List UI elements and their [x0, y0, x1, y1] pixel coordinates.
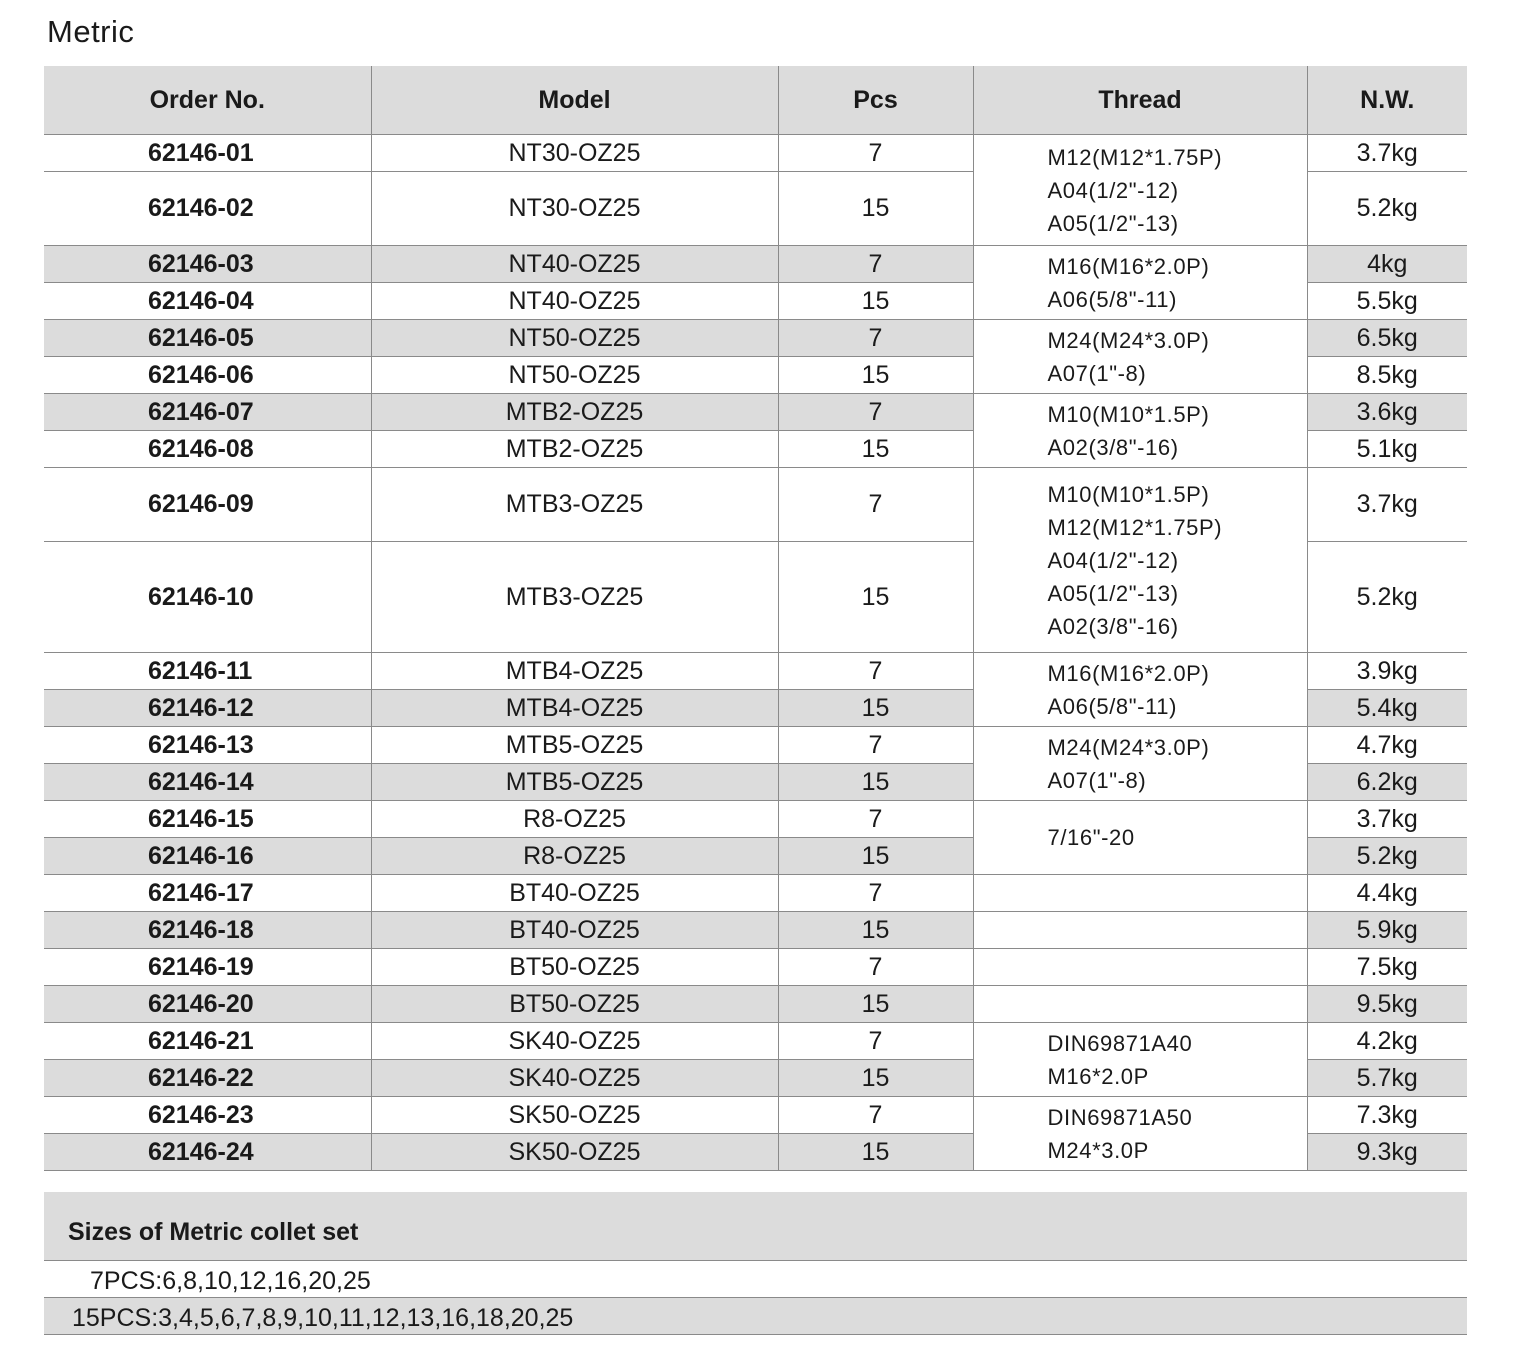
model-cell: MTB2-OZ25: [371, 431, 778, 468]
pcs-cell: 15: [778, 1060, 973, 1097]
collet-sizes-section: [44, 1192, 1467, 1335]
thread-line: A06(5/8"-11): [1047, 286, 1178, 312]
thread-cell: [973, 246, 1307, 320]
thread-line: M24(M24*3.0P): [1047, 327, 1210, 353]
thread-line: A04(1/2"-12): [1047, 547, 1179, 573]
table-row: [44, 1097, 1467, 1134]
order-no-cell: 62146-05: [44, 320, 371, 357]
weight-cell: 5.1kg: [1307, 431, 1467, 468]
thread-cell: [973, 986, 1307, 1023]
table-row: [44, 986, 1467, 1023]
model-cell: BT40-OZ25: [371, 912, 778, 949]
thread-line: A02(3/8"-16): [1047, 613, 1179, 639]
order-no-cell: 62146-12: [44, 690, 371, 727]
order-no-cell: 62146-08: [44, 431, 371, 468]
thread-line: M10(M10*1.5P): [1047, 481, 1210, 507]
model-cell: MTB4-OZ25: [371, 653, 778, 690]
thread-line: 7/16"-20: [1047, 825, 1135, 850]
pcs-cell: 15: [778, 838, 973, 875]
weight-cell: 4.2kg: [1307, 1023, 1467, 1060]
weight-cell: 8.5kg: [1307, 357, 1467, 394]
model-cell: SK50-OZ25: [371, 1097, 778, 1134]
pcs-cell: 15: [778, 764, 973, 801]
thread-line: M24*3.0P: [1047, 1137, 1149, 1163]
table-header-row: [44, 66, 1467, 135]
model-cell: MTB3-OZ25: [371, 468, 778, 542]
weight-cell: 5.7kg: [1307, 1060, 1467, 1097]
thread-line: A04(1/2"-12): [1047, 177, 1179, 203]
thread-line: M12(M12*1.75P): [1047, 144, 1223, 170]
thread-cell: [973, 135, 1307, 246]
thread-line: M16*2.0P: [1047, 1063, 1149, 1089]
product-table: [44, 66, 1467, 1171]
model-cell: NT50-OZ25: [371, 357, 778, 394]
thread-line: M12(M12*1.75P): [1047, 514, 1223, 540]
order-no-cell: 62146-22: [44, 1060, 371, 1097]
thread-line: DIN69871A40: [1047, 1030, 1193, 1056]
thread-line: A05(1/2"-13): [1047, 580, 1179, 606]
order-no-cell: 62146-06: [44, 357, 371, 394]
model-cell: MTB5-OZ25: [371, 764, 778, 801]
weight-cell: 4.7kg: [1307, 727, 1467, 764]
pcs-cell: 15: [778, 431, 973, 468]
model-cell: R8-OZ25: [371, 801, 778, 838]
thread-cell: [973, 468, 1307, 653]
weight-cell: 9.5kg: [1307, 986, 1467, 1023]
table-row: [44, 394, 1467, 431]
model-cell: NT30-OZ25: [371, 135, 778, 172]
thread-cell: [973, 912, 1307, 949]
order-no-cell: 62146-15: [44, 801, 371, 838]
table-row: [44, 875, 1467, 912]
collet-sizes-title: Sizes of Metric collet set: [44, 1192, 1467, 1261]
model-cell: NT30-OZ25: [371, 172, 778, 246]
thread-cell: [973, 320, 1307, 394]
pcs-cell: 7: [778, 320, 973, 357]
model-cell: BT40-OZ25: [371, 875, 778, 912]
model-cell: SK40-OZ25: [371, 1023, 778, 1060]
thread-line: A02(3/8"-16): [1047, 434, 1179, 460]
pcs-cell: 7: [778, 1097, 973, 1134]
table-row: [44, 912, 1467, 949]
thread-line: A07(1"-8): [1047, 360, 1147, 386]
model-cell: NT40-OZ25: [371, 246, 778, 283]
weight-cell: 3.9kg: [1307, 653, 1467, 690]
pcs-cell: 15: [778, 690, 973, 727]
table-row: [44, 949, 1467, 986]
pcs-cell: 7: [778, 1023, 973, 1060]
thread-line: M10(M10*1.5P): [1047, 401, 1210, 427]
thread-cell: [973, 801, 1307, 875]
pcs-cell: 7: [778, 875, 973, 912]
order-no-cell: 62146-09: [44, 468, 371, 542]
pcs-cell: 7: [778, 246, 973, 283]
order-no-cell: 62146-14: [44, 764, 371, 801]
weight-cell: 3.7kg: [1307, 468, 1467, 542]
table-row: [44, 246, 1467, 283]
order-no-cell: 62146-02: [44, 172, 371, 246]
pcs-cell: 7: [778, 653, 973, 690]
thread-cell: [973, 727, 1307, 801]
order-no-cell: 62146-10: [44, 542, 371, 653]
weight-cell: 9.3kg: [1307, 1134, 1467, 1171]
table-row: [44, 1023, 1467, 1060]
pcs-cell: 15: [778, 1134, 973, 1171]
model-cell: R8-OZ25: [371, 838, 778, 875]
model-cell: MTB3-OZ25: [371, 542, 778, 653]
weight-cell: 6.2kg: [1307, 764, 1467, 801]
pcs-cell: 15: [778, 172, 973, 246]
thread-line: M16(M16*2.0P): [1047, 660, 1210, 686]
order-no-cell: 62146-16: [44, 838, 371, 875]
weight-cell: 4.4kg: [1307, 875, 1467, 912]
pcs-cell: 7: [778, 801, 973, 838]
page-title: Metric: [47, 14, 135, 49]
pcs-cell: 7: [778, 394, 973, 431]
weight-cell: 4kg: [1307, 246, 1467, 283]
model-cell: SK40-OZ25: [371, 1060, 778, 1097]
model-cell: NT50-OZ25: [371, 320, 778, 357]
order-no-cell: 62146-07: [44, 394, 371, 431]
pcs-cell: 7: [778, 949, 973, 986]
thread-line: A07(1"-8): [1047, 767, 1147, 793]
model-cell: NT40-OZ25: [371, 283, 778, 320]
model-cell: MTB5-OZ25: [371, 727, 778, 764]
weight-cell: 5.2kg: [1307, 172, 1467, 246]
thread-cell: [973, 1023, 1307, 1097]
thread-line: M24(M24*3.0P): [1047, 734, 1210, 760]
pcs-cell: 15: [778, 283, 973, 320]
order-no-cell: 62146-19: [44, 949, 371, 986]
thread-cell: [973, 1097, 1307, 1171]
model-cell: BT50-OZ25: [371, 986, 778, 1023]
order-no-cell: 62146-13: [44, 727, 371, 764]
pcs-cell: 7: [778, 468, 973, 542]
thread-cell: [973, 394, 1307, 468]
weight-cell: 5.2kg: [1307, 838, 1467, 875]
pcs-cell: 15: [778, 542, 973, 653]
header-model: Model: [371, 66, 778, 135]
order-no-cell: 62146-21: [44, 1023, 371, 1060]
header-order-no: Order No.: [44, 66, 371, 135]
table-row: [44, 320, 1467, 357]
collet-sizes-15pcs: 15PCS:3,4,5,6,7,8,9,10,11,12,13,16,18,20,25: [44, 1298, 1467, 1335]
collet-sizes-7pcs: 7PCS:6,8,10,12,16,20,25: [44, 1261, 1467, 1298]
header-thread: Thread: [973, 66, 1307, 135]
weight-cell: 5.4kg: [1307, 690, 1467, 727]
model-cell: SK50-OZ25: [371, 1134, 778, 1171]
weight-cell: 3.7kg: [1307, 801, 1467, 838]
order-no-cell: 62146-20: [44, 986, 371, 1023]
weight-cell: 3.7kg: [1307, 135, 1467, 172]
pcs-cell: 7: [778, 727, 973, 764]
weight-cell: 5.9kg: [1307, 912, 1467, 949]
pcs-cell: 15: [778, 357, 973, 394]
thread-cell: [973, 949, 1307, 986]
order-no-cell: 62146-04: [44, 283, 371, 320]
table-row: [44, 135, 1467, 172]
table-row: [44, 801, 1467, 838]
header-nw: N.W.: [1307, 66, 1467, 135]
thread-line: A06(5/8"-11): [1047, 693, 1178, 719]
thread-cell: [973, 875, 1307, 912]
weight-cell: 3.6kg: [1307, 394, 1467, 431]
table-row: [44, 468, 1467, 542]
weight-cell: 5.5kg: [1307, 283, 1467, 320]
weight-cell: 7.3kg: [1307, 1097, 1467, 1134]
weight-cell: 5.2kg: [1307, 542, 1467, 653]
header-pcs: Pcs: [778, 66, 973, 135]
order-no-cell: 62146-23: [44, 1097, 371, 1134]
pcs-cell: 7: [778, 135, 973, 172]
order-no-cell: 62146-01: [44, 135, 371, 172]
weight-cell: 6.5kg: [1307, 320, 1467, 357]
order-no-cell: 62146-17: [44, 875, 371, 912]
table-row: [44, 653, 1467, 690]
thread-line: M16(M16*2.0P): [1047, 253, 1210, 279]
model-cell: MTB2-OZ25: [371, 394, 778, 431]
model-cell: MTB4-OZ25: [371, 690, 778, 727]
order-no-cell: 62146-24: [44, 1134, 371, 1171]
pcs-cell: 15: [778, 912, 973, 949]
order-no-cell: 62146-11: [44, 653, 371, 690]
thread-line: A05(1/2"-13): [1047, 210, 1179, 236]
table-row: [44, 727, 1467, 764]
weight-cell: 7.5kg: [1307, 949, 1467, 986]
model-cell: BT50-OZ25: [371, 949, 778, 986]
thread-line: DIN69871A50: [1047, 1104, 1193, 1130]
order-no-cell: 62146-03: [44, 246, 371, 283]
thread-cell: [973, 653, 1307, 727]
pcs-cell: 15: [778, 986, 973, 1023]
order-no-cell: 62146-18: [44, 912, 371, 949]
